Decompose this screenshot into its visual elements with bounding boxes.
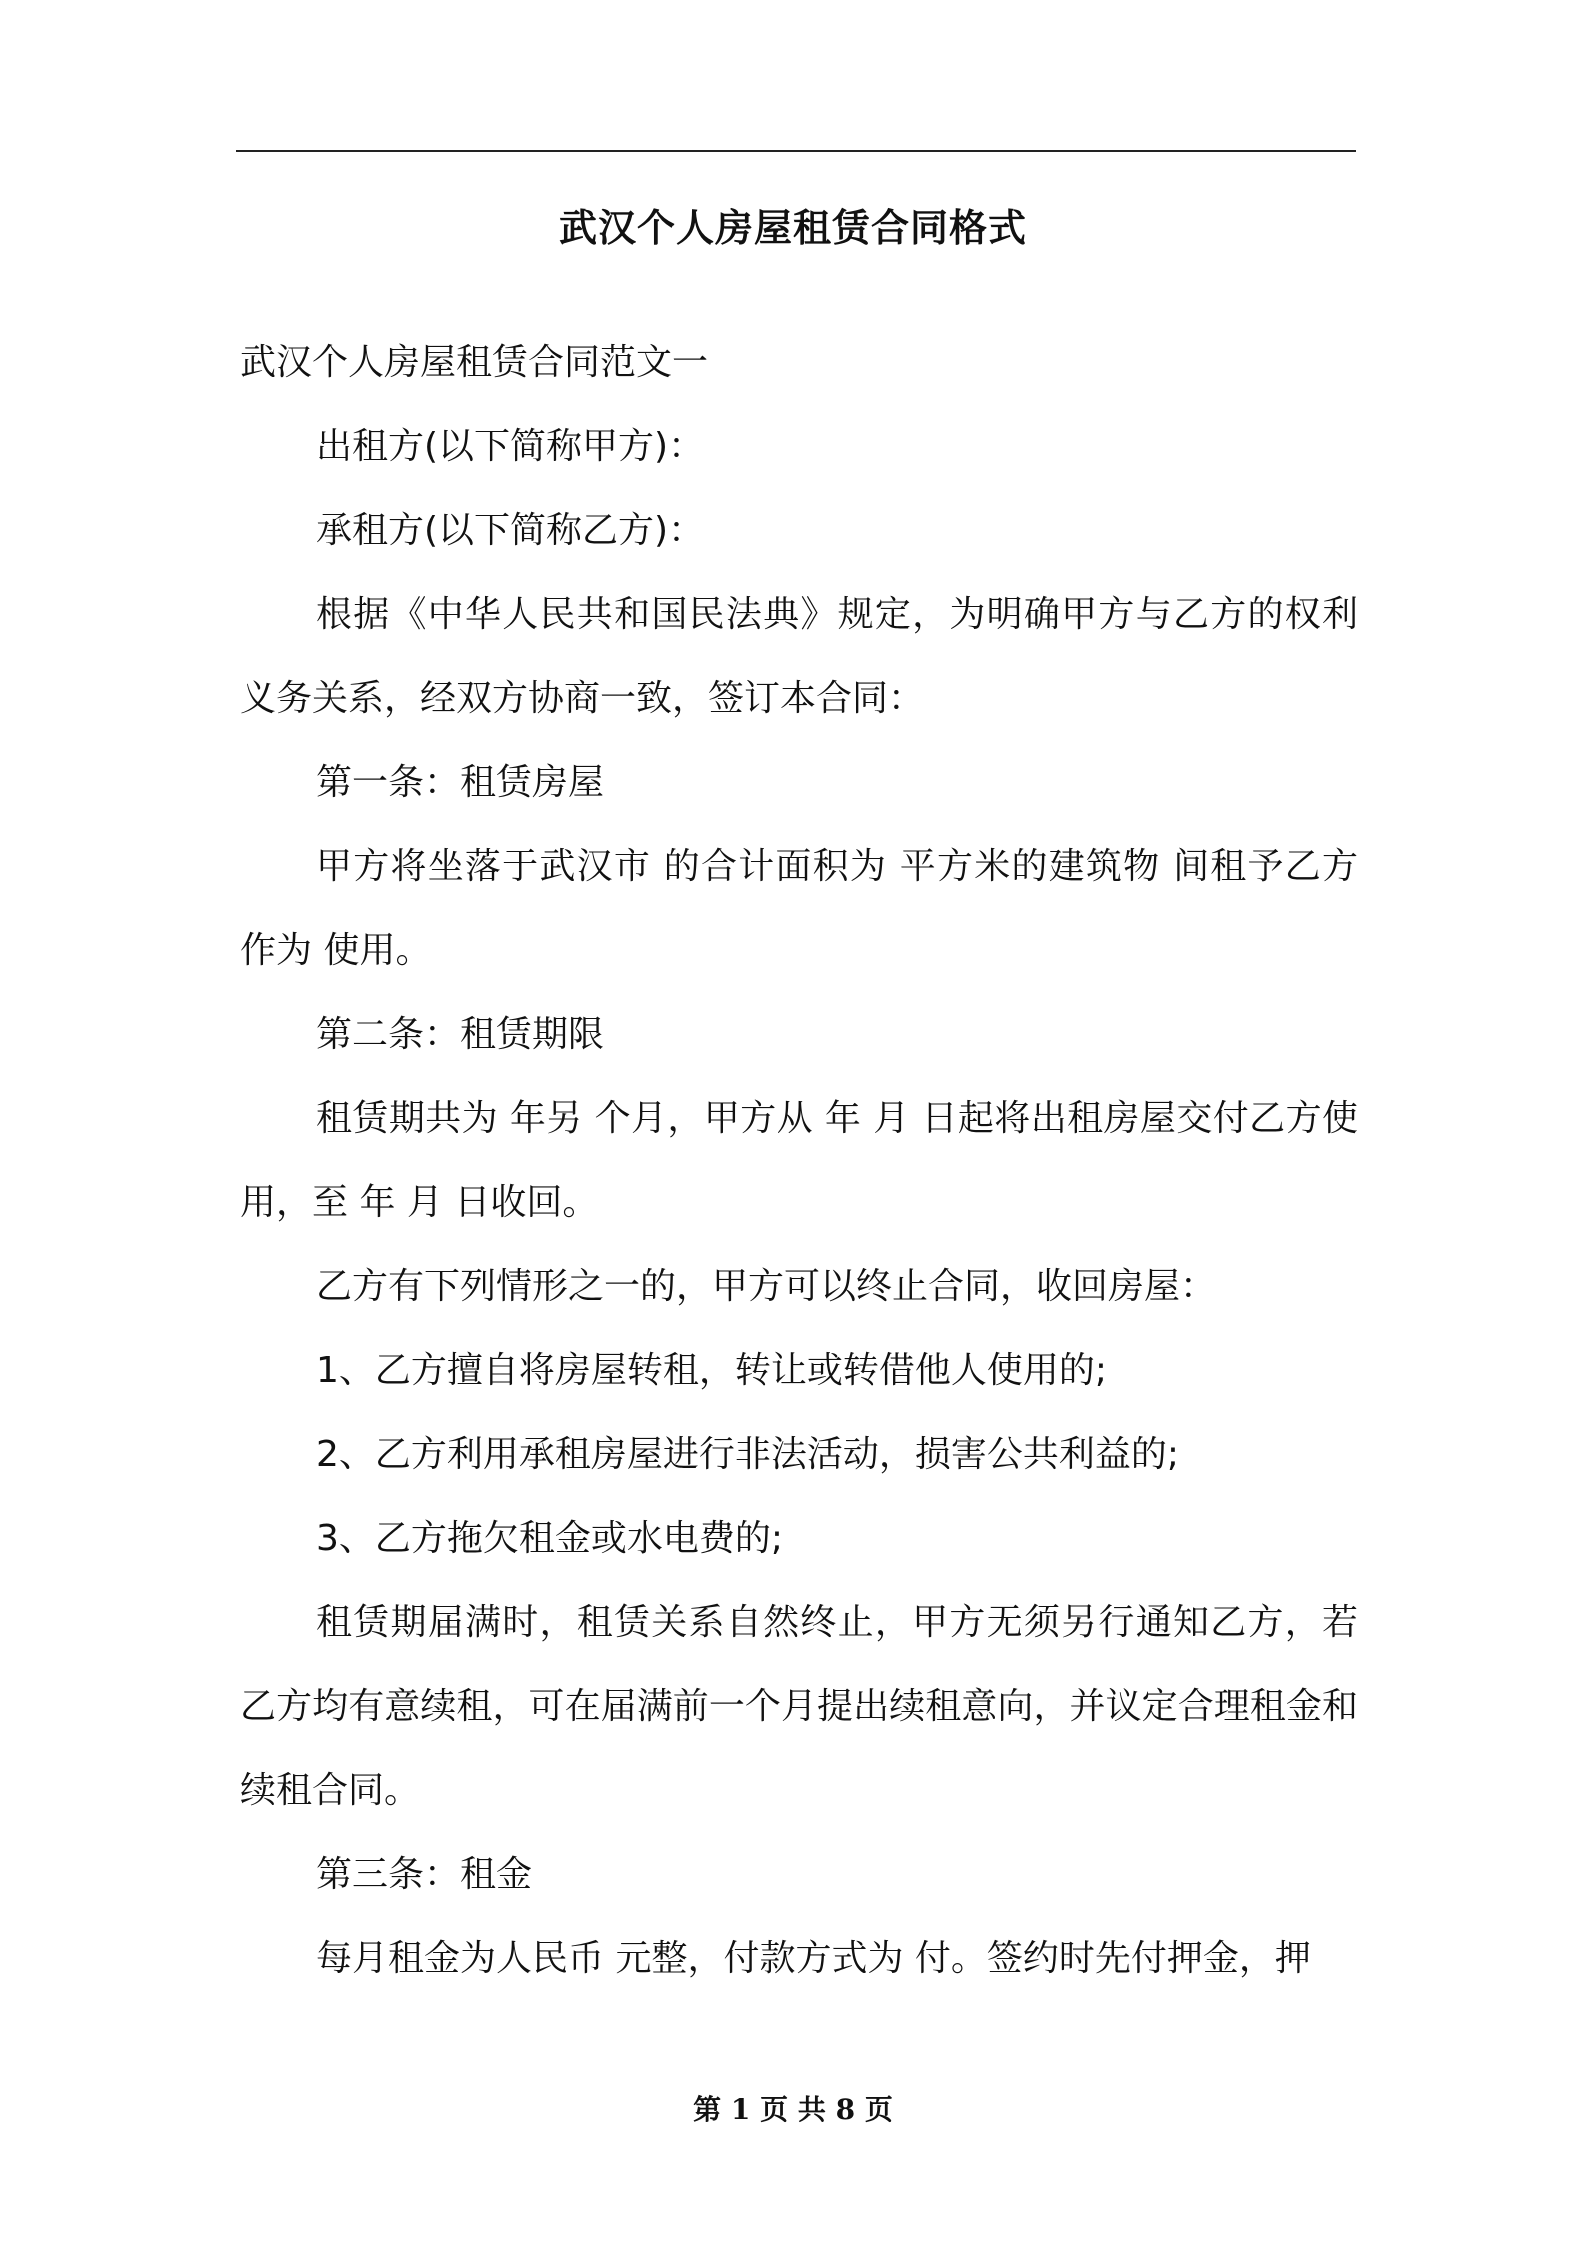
paragraph-lessor: 出租方(以下简称甲方)：	[316, 426, 705, 467]
article-1-text: 甲方将坐落于武汉市 的合计面积为 平方米的建筑物 间租予乙方作为 使用。	[240, 846, 1358, 971]
paragraph-preamble: 根据《中华人民共和国民法典》规定，为明确甲方与乙方的权利义务关系，经双方协商一致，签订本合同：	[240, 594, 1358, 719]
article-1-heading: 第一条：租赁房屋	[316, 762, 605, 803]
article-3-heading: 第三条：租金	[316, 1854, 533, 1895]
termination-intro: 乙方有下列情形之一的，甲方可以终止合同，收回房屋：	[316, 1266, 1217, 1307]
paragraph-heading: 武汉个人房屋租赁合同范文一	[240, 342, 709, 383]
article-2-text: 租赁期共为 年另 个月，甲方从 年 月 日起将出租房屋交付乙方使用，至 年 月 日收回。	[240, 1098, 1358, 1223]
page-number-footer: 第 1 页 共 8 页	[693, 2093, 893, 2126]
renewal-text: 租赁期届满时，租赁关系自然终止，甲方无须另行通知乙方，若乙方均有意续租，可在届满前一个月提出续租意向，并议定合理租金和续租合同。	[240, 1602, 1358, 1811]
header-rule	[236, 150, 1356, 152]
article-3-text: 每月租金为人民币 元整，付款方式为 付。签约时先付押金，押	[316, 1938, 1311, 1979]
termination-item-2: 2、乙方利用承租房屋进行非法活动，损害公共利益的;	[316, 1434, 1180, 1475]
termination-item-1: 1、乙方擅自将房屋转租，转让或转借他人使用的;	[316, 1350, 1108, 1391]
article-2-heading: 第二条：租赁期限	[316, 1014, 605, 1055]
document-title: 武汉个人房屋租赁合同格式	[558, 206, 1027, 250]
termination-item-3: 3、乙方拖欠租金或水电费的;	[316, 1518, 784, 1559]
document-body	[240, 321, 1358, 2001]
paragraph-lessee: 承租方(以下简称乙方)：	[316, 510, 705, 551]
